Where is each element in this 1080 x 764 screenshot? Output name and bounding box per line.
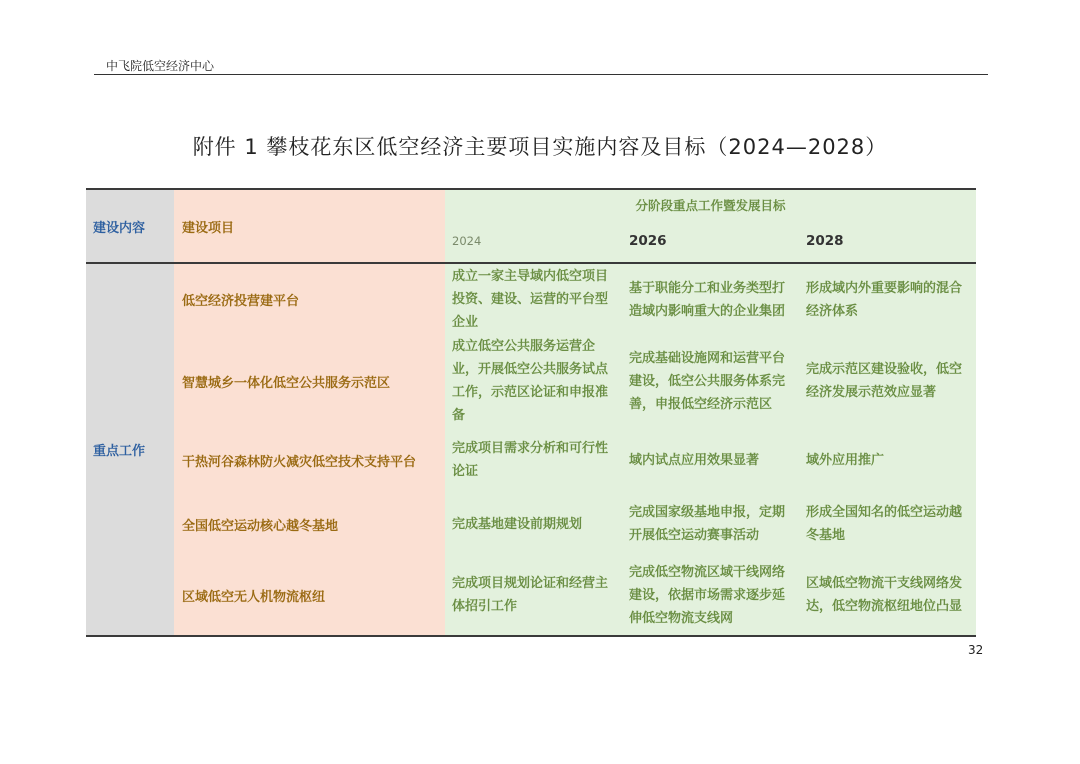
goal-2026-cell: 完成基础设施网和运营平台建设，低空公共服务体系完善，申报低空经济示范区: [622, 335, 799, 427]
goal-2024-cell: 完成项目需求分析和可行性论证: [445, 427, 622, 493]
document-title: 附件 1 攀枝花东区低空经济主要项目实施内容及目标（2024—2028）: [192, 135, 888, 159]
goal-2028-cell: 区域低空物流干支线网络发达，低空物流枢纽地位凸显: [799, 555, 976, 635]
table-row: [86, 335, 976, 427]
projects-table: [86, 188, 976, 637]
goal-2024-cell: 完成基地建设前期规划: [445, 493, 622, 555]
goal-2026-cell: 完成低空物流区域干线网络建设，依据市场需求逐步延伸低空物流支线网: [622, 555, 799, 635]
goal-2026-cell: 完成国家级基地申报，定期开展低空运动赛事活动: [622, 493, 799, 555]
project-cell: 低空经济投营建平台: [174, 263, 445, 335]
project-cell: 全国低空运动核心越冬基地: [174, 493, 445, 555]
goal-2028-cell: 域外应用推广: [799, 427, 976, 493]
header-goals: 分阶段重点工作暨发展目标: [445, 190, 976, 221]
header-project: 建设项目: [174, 190, 445, 263]
category-cell: 重点工作: [86, 263, 174, 635]
goal-2028-cell: 形成域内外重要影响的混合经济体系: [799, 263, 976, 335]
goal-2026-cell: 基于职能分工和业务类型打造域内影响重大的企业集团: [622, 263, 799, 335]
header-category: 建设内容: [86, 190, 174, 263]
header-org: 中飞院低空经济中心: [106, 59, 215, 73]
goal-2028-cell: 完成示范区建设验收，低空经济发展示范效应显著: [799, 335, 976, 427]
table-row: [86, 427, 976, 493]
project-cell: 区域低空无人机物流枢纽: [174, 555, 445, 635]
header-year-2028: 2028: [799, 221, 976, 263]
goal-2024-cell: 完成项目规划论证和经营主体招引工作: [445, 555, 622, 635]
goal-2024-cell: 成立一家主导域内低空项目投资、建设、运营的平台型企业: [445, 263, 622, 335]
table-row: [86, 493, 976, 555]
header-year-2024: 2024: [445, 221, 622, 263]
project-cell: 智慧城乡一体化低空公共服务示范区: [174, 335, 445, 427]
page-number: 32: [968, 643, 984, 657]
goal-2026-cell: 域内试点应用效果显著: [622, 427, 799, 493]
table-row: [86, 555, 976, 635]
project-cell: 干热河谷森林防火减灾低空技术支持平台: [174, 427, 445, 493]
goal-2024-cell: 成立低空公共服务运营企业，开展低空公共服务试点工作，示范区论证和申报准备: [445, 335, 622, 427]
table-row: [86, 263, 976, 335]
header-year-2026: 2026: [622, 221, 799, 263]
header-rule: [94, 74, 988, 75]
goal-2028-cell: 形成全国知名的低空运动越冬基地: [799, 493, 976, 555]
